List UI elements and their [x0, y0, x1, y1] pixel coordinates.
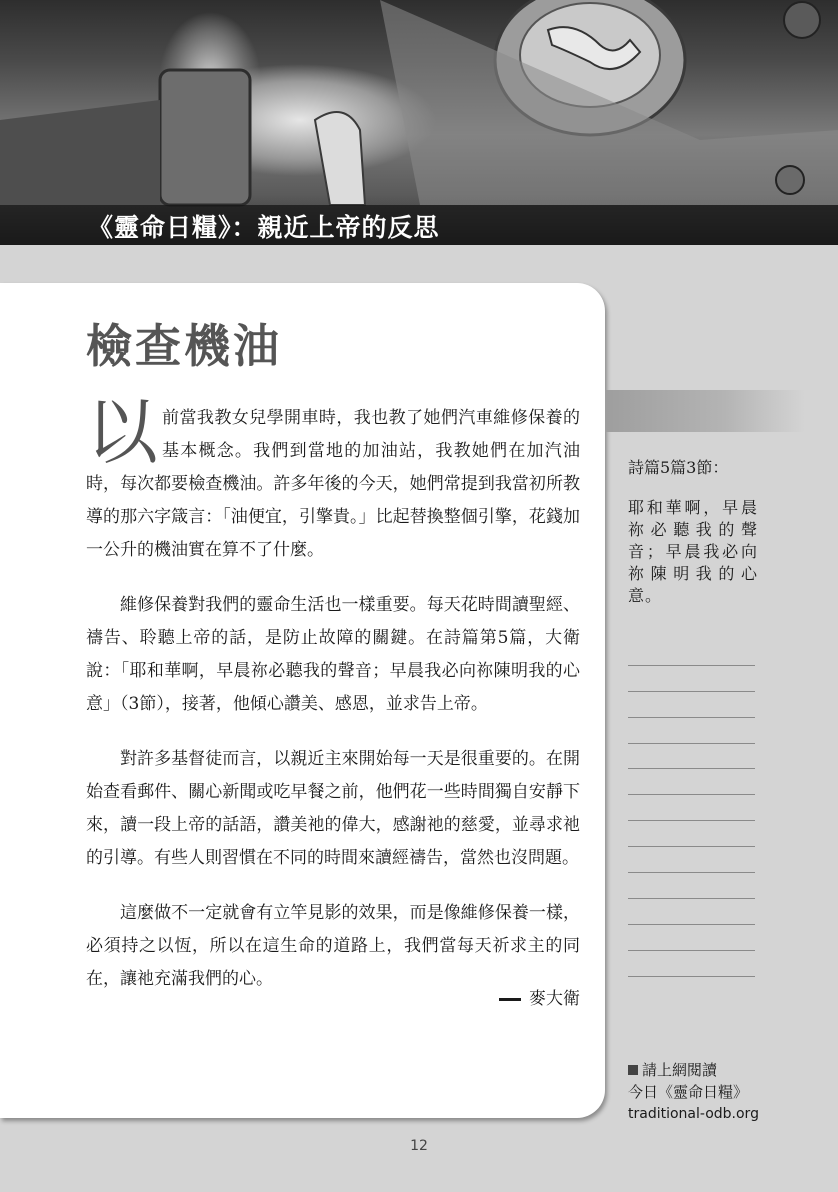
note-line — [628, 666, 755, 692]
series-title: 《靈命日糧》：親近上帝的反思 — [88, 213, 440, 242]
online-line-1: 請上網閱讀 — [642, 1061, 718, 1079]
note-line — [628, 873, 755, 899]
note-line — [628, 847, 755, 873]
note-line — [628, 769, 755, 795]
paragraph-3: 對許多基督徒而言，以親近主來開始每一天是很重要的。在開始查看郵件、關心新聞或吃早餐之前，他們花一些時間獨自安靜下來，讀一段上帝的話語，讚美祂的偉大，感謝祂的慈愛，並尋求祂的引導。有些人則習慣在不同的時間來讀經禱告，當然也沒問題。 — [86, 749, 580, 868]
note-line — [628, 795, 755, 821]
note-line — [628, 718, 755, 744]
header-photo — [0, 0, 838, 245]
article-title: 檢查機油 — [86, 319, 282, 373]
note-line — [628, 692, 755, 718]
author-signature — [499, 984, 580, 1009]
square-bullet-icon — [628, 1065, 638, 1075]
em-dash — [499, 998, 521, 1001]
online-line-2: 今日《靈命日糧》 — [628, 1083, 749, 1101]
sidebar-accent-strip — [605, 390, 805, 432]
notes-lines — [628, 640, 755, 977]
note-line — [628, 951, 755, 977]
scripture-verse: 耶和華啊，早晨祢必聽我的聲音；早晨我必向祢陳明我的心意。 — [628, 498, 758, 605]
paragraph-1: 以前當我教女兒學開車時，我也教了她們汽車維修保養的基本概念。我們到當地的加油站，我教她們在加汽油時，每次都要檢查機油。許多年後的今天，她們常提到我當初所教導的那六字箴言：「油便宜，引擎貴。」比起替換整個引擎，花錢加一公升的機油實在算不了什麼。 — [86, 390, 580, 560]
author-name: 麥大衛 — [529, 989, 580, 1009]
website-link[interactable]: traditional-odb.org — [628, 1106, 759, 1122]
note-line — [628, 925, 755, 951]
paragraph-4: 這麼做不一定就會有立竿見影的效果，而是像維修保養一樣，必須持之以恆，所以在這生命的道路上，我們當每天祈求主的同在，讓祂充滿我們的心。 — [86, 903, 580, 989]
note-line — [628, 821, 755, 847]
note-line — [628, 640, 755, 666]
scripture-reference: 詩篇5篇3節： — [628, 458, 729, 477]
paragraph-2: 維修保養對我們的靈命生活也一樣重要。每天花時間讀聖經、禱告、聆聽上帝的話，是防止故障的關鍵。在詩篇第5篇，大衛說：「耶和華啊，早晨祢必聽我的聲音；早晨我必向祢陳明我的心意」（3節），接著，他傾心讚美、感恩，並求告上帝。 — [86, 595, 580, 714]
dropcap: 以 — [86, 390, 159, 474]
page-number: 12 — [410, 1138, 428, 1154]
online-reading-note — [628, 1059, 759, 1125]
note-line — [628, 744, 755, 770]
article-body — [86, 390, 580, 1018]
note-line — [628, 899, 755, 925]
